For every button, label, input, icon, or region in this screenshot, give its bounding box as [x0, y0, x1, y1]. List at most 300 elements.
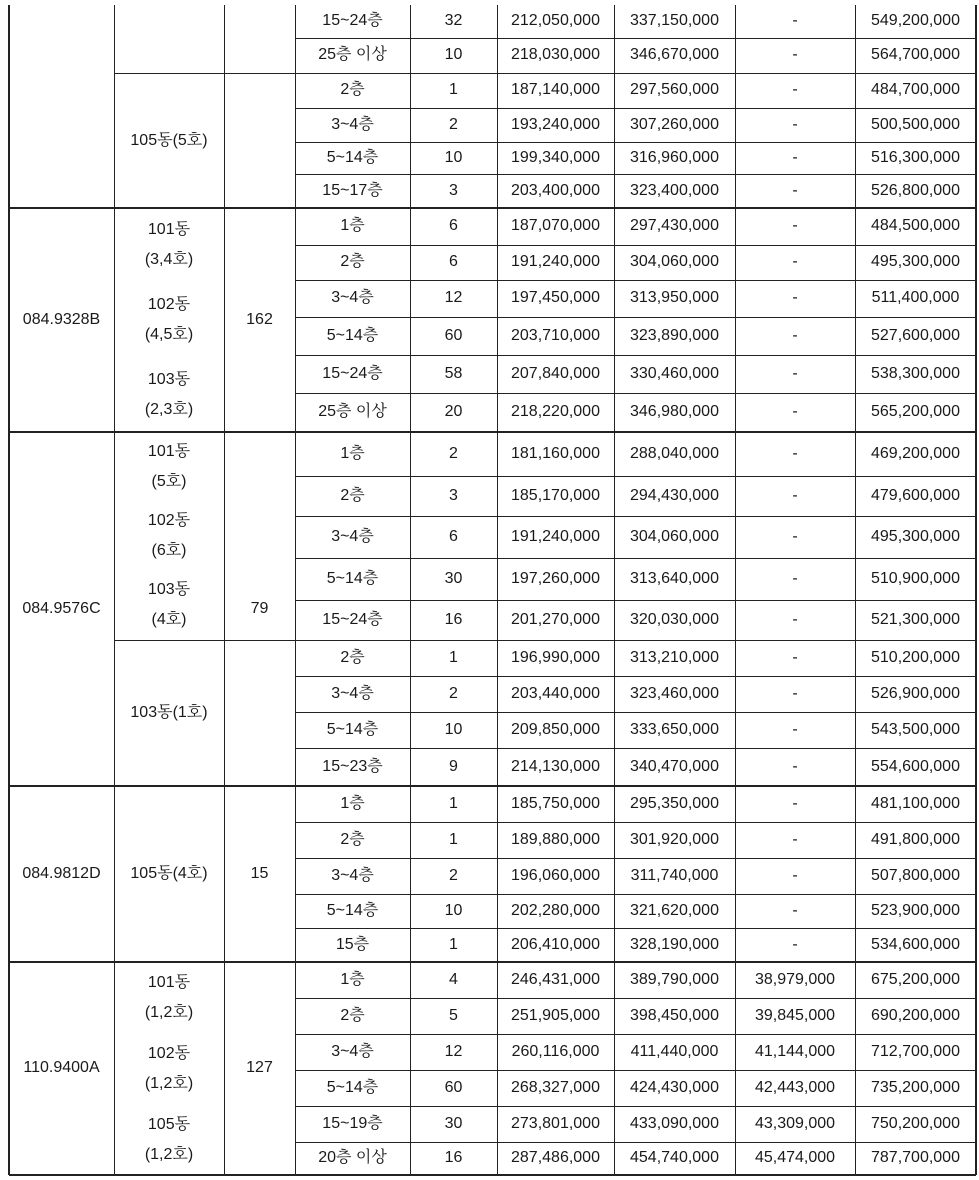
land-price-cell — [497, 998, 614, 1034]
grid-line — [295, 1034, 976, 1035]
total-price-cell — [855, 640, 976, 676]
building-price: 323,460,000 — [630, 684, 719, 702]
total-price-cell — [855, 393, 976, 432]
expansion: - — [792, 81, 798, 99]
total-price-cell — [855, 208, 976, 245]
expansion: - — [792, 148, 798, 166]
expansion: - — [792, 527, 798, 545]
grid-line — [975, 5, 977, 1175]
dong-units: (1,2호) — [144, 1003, 194, 1021]
building-price-cell — [614, 1106, 735, 1142]
land-price: 191,240,000 — [511, 253, 600, 271]
building-price-cell — [614, 1142, 735, 1175]
building-price-cell — [614, 516, 735, 558]
grid-line — [8, 5, 10, 1175]
count: 1 — [449, 830, 458, 848]
total-price-cell — [855, 5, 976, 38]
dong-units: (2,3호) — [144, 400, 194, 418]
expansion-cell — [735, 108, 855, 142]
building-price: 294,430,000 — [630, 486, 719, 504]
expansion-cell — [735, 1070, 855, 1106]
count-cell — [410, 1034, 497, 1070]
count: 10 — [444, 46, 463, 64]
total-price-cell — [855, 476, 976, 516]
land-price: 268,327,000 — [511, 1078, 600, 1096]
land-price: 287,486,000 — [511, 1149, 600, 1167]
floor: 2층 — [340, 486, 365, 504]
expansion: - — [792, 289, 798, 307]
grid-line — [295, 1070, 976, 1071]
building-price-cell — [614, 822, 735, 858]
land-price-cell — [497, 600, 614, 640]
total-price: 469,200,000 — [871, 444, 960, 462]
dong-name: 101동 — [147, 442, 191, 460]
floor: 15층 — [335, 935, 370, 953]
expansion-cell — [735, 142, 855, 174]
expansion-cell — [735, 748, 855, 786]
land-price-cell — [497, 108, 614, 142]
land-price: 260,116,000 — [511, 1042, 600, 1060]
floor-cell — [295, 208, 410, 245]
land-price-cell — [497, 712, 614, 748]
dong-cell — [114, 962, 224, 1175]
expansion: 42,443,000 — [754, 1078, 836, 1096]
floor: 1층 — [340, 217, 365, 235]
total-price: 510,900,000 — [871, 569, 960, 587]
land-price-cell — [497, 558, 614, 600]
total-price: 565,200,000 — [871, 403, 960, 421]
expansion-cell — [735, 317, 855, 355]
floor: 2층 — [340, 648, 365, 666]
expansion: - — [792, 253, 798, 271]
land-price-cell — [497, 208, 614, 245]
count: 58 — [444, 364, 463, 382]
dong-cell — [114, 208, 224, 432]
expansion: - — [792, 648, 798, 666]
building-price-cell — [614, 73, 735, 108]
dong-name: 102동 — [147, 511, 191, 529]
count: 2 — [449, 684, 458, 702]
floor-cell — [295, 998, 410, 1034]
grid-line — [295, 712, 976, 713]
expansion-cell — [735, 998, 855, 1034]
total-price: 549,200,000 — [871, 12, 960, 30]
total-price: 495,300,000 — [871, 253, 960, 271]
expansion: - — [792, 866, 798, 884]
land-price: 203,440,000 — [511, 684, 600, 702]
count-cell — [410, 998, 497, 1034]
land-price: 203,400,000 — [511, 181, 600, 199]
floor-cell — [295, 476, 410, 516]
count-cell — [410, 558, 497, 600]
building-price: 321,620,000 — [630, 901, 719, 919]
floor: 3~4층 — [331, 527, 374, 545]
count-cell — [410, 317, 497, 355]
dong-group — [130, 859, 207, 889]
building-price-cell — [614, 858, 735, 894]
land-price: 209,850,000 — [511, 720, 600, 738]
floor-cell — [295, 786, 410, 822]
expansion-cell — [735, 432, 855, 476]
grid-line — [9, 961, 976, 963]
grid-line — [295, 748, 976, 749]
dong-units: (3,4호) — [144, 251, 194, 269]
total-price: 712,700,000 — [871, 1042, 960, 1060]
count: 3 — [449, 486, 458, 504]
expansion-cell — [735, 516, 855, 558]
expansion: - — [792, 935, 798, 953]
floor-cell — [295, 640, 410, 676]
floor: 2층 — [340, 1006, 365, 1024]
count-cell — [410, 108, 497, 142]
total-price-cell — [855, 894, 976, 928]
building-price: 304,060,000 — [630, 253, 719, 271]
dong-group — [145, 290, 193, 350]
grid-line — [855, 5, 856, 1175]
grid-line — [295, 174, 976, 175]
land-price: 212,050,000 — [511, 12, 600, 30]
count: 2 — [449, 115, 458, 133]
floor: 15~23층 — [322, 757, 383, 775]
expansion-cell — [735, 1106, 855, 1142]
floor: 15~24층 — [322, 610, 383, 628]
expansion: 38,979,000 — [754, 970, 836, 988]
expansion: - — [792, 757, 798, 775]
grid-line — [295, 998, 976, 999]
count-cell — [410, 393, 497, 432]
floor-cell — [295, 393, 410, 432]
land-price-cell — [497, 786, 614, 822]
total-price: 481,100,000 — [871, 794, 960, 812]
grid-line — [735, 5, 736, 1175]
grid-line — [295, 676, 976, 677]
land-price: 187,140,000 — [511, 81, 600, 99]
count-cell — [410, 38, 497, 73]
land-price-cell — [497, 928, 614, 962]
floor-cell — [295, 1142, 410, 1175]
dong-group — [145, 968, 193, 1028]
count-cell — [410, 1070, 497, 1106]
count: 60 — [444, 1078, 463, 1096]
building-price: 307,260,000 — [630, 115, 719, 133]
count-cell — [410, 432, 497, 476]
land-price-cell — [497, 142, 614, 174]
total-price: 484,700,000 — [871, 81, 960, 99]
floor: 1층 — [340, 794, 365, 812]
grid-line — [410, 5, 411, 1175]
dong-units: (4호) — [151, 611, 187, 629]
total-price-cell — [855, 1034, 976, 1070]
count-cell — [410, 5, 497, 38]
expansion: - — [792, 610, 798, 628]
count: 9 — [449, 757, 458, 775]
count: 12 — [444, 289, 463, 307]
dong-cell — [114, 73, 224, 208]
expansion: - — [792, 115, 798, 133]
dong-units: (4호) — [172, 865, 208, 882]
floor-cell — [295, 600, 410, 640]
expansion: - — [792, 217, 798, 235]
count-cell — [410, 174, 497, 208]
building-price: 424,430,000 — [630, 1078, 719, 1096]
dong-name: 105동 — [147, 1115, 191, 1133]
building-price-cell — [614, 280, 735, 317]
grid-line — [295, 894, 976, 895]
expansion-cell — [735, 174, 855, 208]
expansion-cell — [735, 962, 855, 998]
total-price-cell — [855, 280, 976, 317]
land-price: 187,070,000 — [511, 217, 600, 235]
grid-line — [295, 558, 976, 559]
count: 12 — [444, 1042, 463, 1060]
expansion: 41,144,000 — [754, 1042, 836, 1060]
grid-line — [295, 858, 976, 859]
count-cell — [410, 73, 497, 108]
floor: 15~24층 — [322, 12, 383, 30]
count-cell — [410, 1106, 497, 1142]
total-price-cell — [855, 73, 976, 108]
land-price: 185,170,000 — [511, 486, 600, 504]
total-price-cell — [855, 712, 976, 748]
building-price-cell — [614, 928, 735, 962]
building-price-cell — [614, 108, 735, 142]
expansion-cell — [735, 858, 855, 894]
count: 16 — [444, 1149, 463, 1167]
count: 32 — [444, 12, 463, 30]
floor-cell — [295, 558, 410, 600]
grid-line — [295, 142, 976, 143]
building-price: 346,670,000 — [630, 46, 719, 64]
households-count: 127 — [246, 1059, 273, 1077]
count-cell — [410, 516, 497, 558]
total-price: 526,800,000 — [871, 181, 960, 199]
expansion-cell — [735, 280, 855, 317]
floor-cell — [295, 962, 410, 998]
count: 2 — [449, 866, 458, 884]
land-price-cell — [497, 858, 614, 894]
total-price: 484,500,000 — [871, 217, 960, 235]
dong-name: 103동 — [147, 581, 191, 599]
total-price-cell — [855, 858, 976, 894]
floor-cell — [295, 73, 410, 108]
total-price: 516,300,000 — [871, 148, 960, 166]
dong-units: (5호) — [172, 131, 208, 149]
floor: 5~14층 — [326, 148, 379, 166]
dong-name: 105동 — [130, 131, 173, 149]
count-cell — [410, 822, 497, 858]
expansion-cell — [735, 476, 855, 516]
total-price: 735,200,000 — [871, 1078, 960, 1096]
total-price: 538,300,000 — [871, 364, 960, 382]
land-price: 202,280,000 — [511, 901, 600, 919]
building-price: 313,640,000 — [630, 569, 719, 587]
expansion: - — [792, 830, 798, 848]
count: 6 — [449, 217, 458, 235]
dong-name: 101동 — [147, 973, 191, 991]
building-price-cell — [614, 476, 735, 516]
land-price: 181,160,000 — [511, 444, 600, 462]
expansion-cell — [735, 355, 855, 393]
dong-units: (4,5호) — [144, 325, 194, 343]
dong-group — [148, 437, 190, 497]
type-code: 110.9400A — [23, 1059, 100, 1077]
total-price-cell — [855, 516, 976, 558]
land-price: 189,880,000 — [511, 830, 600, 848]
dong-group — [130, 698, 207, 728]
count-cell — [410, 712, 497, 748]
total-price: 526,900,000 — [871, 684, 960, 702]
count: 60 — [444, 326, 463, 344]
total-price: 479,600,000 — [871, 486, 960, 504]
building-price-cell — [614, 748, 735, 786]
floor: 15~17층 — [322, 181, 383, 199]
building-price: 301,920,000 — [630, 830, 719, 848]
total-price-cell — [855, 108, 976, 142]
households-count: 79 — [250, 599, 269, 617]
total-price-cell — [855, 822, 976, 858]
building-price: 313,950,000 — [630, 289, 719, 307]
floor: 15~24층 — [322, 364, 383, 382]
land-price: 185,750,000 — [511, 794, 600, 812]
building-price-cell — [614, 1034, 735, 1070]
expansion-cell — [735, 245, 855, 280]
building-price: 340,470,000 — [630, 757, 719, 775]
building-price-cell — [614, 558, 735, 600]
land-price: 191,240,000 — [511, 527, 600, 545]
land-price: 273,801,000 — [511, 1114, 600, 1132]
expansion: - — [792, 684, 798, 702]
dong-cell — [114, 640, 224, 786]
floor-cell — [295, 355, 410, 393]
building-price-cell — [614, 1070, 735, 1106]
dong-units: (1호) — [172, 704, 208, 721]
type-code: 084.9328B — [22, 310, 101, 328]
type-code: 084.9576C — [22, 599, 101, 617]
dong-cell — [114, 786, 224, 962]
total-price: 750,200,000 — [871, 1114, 960, 1132]
total-price: 564,700,000 — [871, 46, 960, 64]
land-price: 197,260,000 — [511, 569, 600, 587]
count-cell — [410, 786, 497, 822]
dong-units: (6호) — [151, 541, 187, 559]
count-cell — [410, 858, 497, 894]
expansion: - — [792, 364, 798, 382]
land-price: 196,060,000 — [511, 866, 600, 884]
count: 1 — [449, 935, 458, 953]
count-cell — [410, 894, 497, 928]
dong-group — [145, 1110, 193, 1170]
building-price-cell — [614, 432, 735, 476]
land-price-cell — [497, 1142, 614, 1175]
count-cell — [410, 142, 497, 174]
expansion-cell — [735, 558, 855, 600]
count: 1 — [449, 794, 458, 812]
floor-cell — [295, 858, 410, 894]
type-code-cell — [9, 432, 114, 786]
total-price-cell — [855, 432, 976, 476]
floor: 3~4층 — [331, 684, 374, 702]
land-price: 218,030,000 — [511, 46, 600, 64]
land-price: 193,240,000 — [511, 115, 600, 133]
expansion-cell — [735, 640, 855, 676]
land-price: 251,905,000 — [511, 1006, 600, 1024]
building-price: 316,960,000 — [630, 148, 719, 166]
floor-cell — [295, 822, 410, 858]
land-price: 197,450,000 — [511, 289, 600, 307]
floor-cell — [295, 928, 410, 962]
land-price-cell — [497, 73, 614, 108]
dong-name: 102동 — [147, 1044, 191, 1062]
floor-cell — [295, 142, 410, 174]
building-price: 297,560,000 — [630, 81, 719, 99]
grid-line — [295, 822, 976, 823]
grid-line — [295, 245, 976, 246]
grid-line — [497, 5, 498, 1175]
building-price: 328,190,000 — [630, 935, 719, 953]
dong-group — [148, 575, 190, 635]
households-cell — [224, 962, 295, 1175]
total-price-cell — [855, 928, 976, 962]
land-price: 206,410,000 — [511, 935, 600, 953]
total-price: 787,700,000 — [871, 1149, 960, 1167]
type-code-cell — [9, 962, 114, 1175]
floor: 3~4층 — [331, 1042, 374, 1060]
building-price: 323,400,000 — [630, 181, 719, 199]
grid-line — [295, 108, 976, 109]
building-price: 320,030,000 — [630, 610, 719, 628]
dong-units: (5호) — [151, 472, 187, 490]
expansion: - — [792, 569, 798, 587]
land-price-cell — [497, 894, 614, 928]
building-price-cell — [614, 5, 735, 38]
land-price-cell — [497, 432, 614, 476]
floor: 2층 — [340, 253, 365, 271]
floor: 3~4층 — [331, 289, 374, 307]
total-price: 554,600,000 — [871, 757, 960, 775]
expansion: - — [792, 486, 798, 504]
floor: 5~14층 — [326, 1078, 379, 1096]
floor-cell — [295, 748, 410, 786]
dong-name: 105동 — [130, 865, 173, 882]
building-price: 288,040,000 — [630, 444, 719, 462]
building-price: 433,090,000 — [630, 1114, 719, 1132]
count: 10 — [444, 148, 463, 166]
building-price-cell — [614, 174, 735, 208]
floor: 5~14층 — [326, 326, 379, 344]
building-price-cell — [614, 38, 735, 73]
floor-cell — [295, 280, 410, 317]
floor: 25층 이상 — [318, 46, 387, 64]
expansion-cell — [735, 676, 855, 712]
building-price-cell — [614, 676, 735, 712]
grid-line — [295, 476, 976, 477]
land-price: 218,220,000 — [511, 403, 600, 421]
total-price-cell — [855, 600, 976, 640]
grid-line — [9, 785, 976, 787]
dong-name: 103동 — [147, 370, 191, 388]
count-cell — [410, 1142, 497, 1175]
households-cell — [224, 208, 295, 432]
floor-cell — [295, 108, 410, 142]
building-price-cell — [614, 998, 735, 1034]
households-count: 162 — [246, 310, 273, 328]
expansion: - — [792, 12, 798, 30]
total-price: 543,500,000 — [871, 720, 960, 738]
floor: 3~4층 — [331, 115, 374, 133]
count: 3 — [449, 181, 458, 199]
building-price-cell — [614, 317, 735, 355]
floor-cell — [295, 38, 410, 73]
